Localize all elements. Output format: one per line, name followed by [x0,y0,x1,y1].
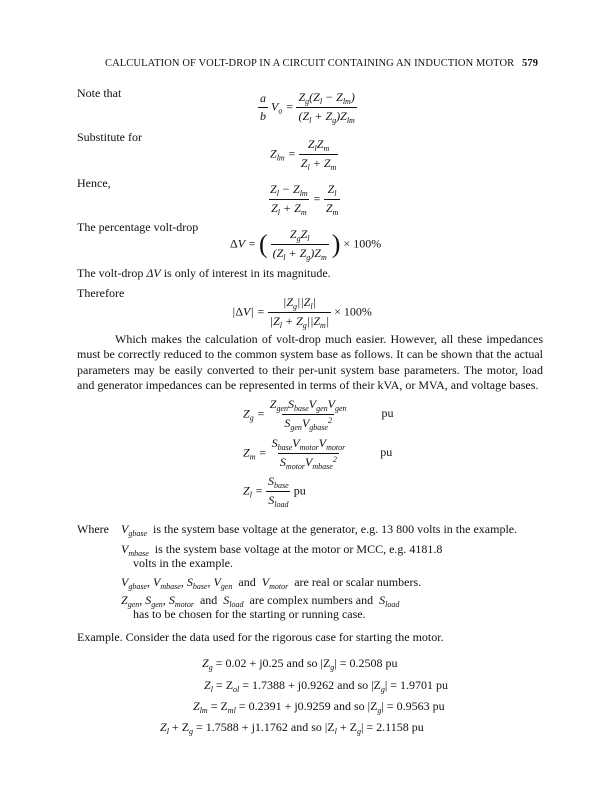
definition-complex: $Z_{gen}$, $S_{gen}$, $S_{motor}$ and $S_{load}$ are complex numbers and $S_{load}$ [121,593,400,609]
example-zl: $Z_l = Z_{ol} = 1.7388 + j0.9262$ and so $|Z_g| = 1.9701$ pu [204,678,449,694]
example-zg: $Z_g = 0.02 + j0.25$ and so $|Z_g| = 0.2508$ pu [202,656,398,672]
equation-zg: $Z_g$ = $\frac{Z_{gen}S_{base}V_{gen}V_{gen}}{S_{gen}V_{gbase}^2}$ pu [243,397,394,432]
equation-delta-v: ΔV = ( $\frac{Z_gZ_l}{(Z_l + Z_g)Z_m}$ ) × 100% [230,227,382,262]
definition-vgbase: $V_{gbase}$ is the system base voltage at the generator, e.g. 13 800 volts in the example. [121,522,518,538]
example-zlm: $Z_{lm} = Z_{ml} = 0.2391 + j0.9259$ and so $|Z_g| = 0.9563$ pu [193,699,445,715]
definition-vmbase-cont: volts in the example. [133,556,233,570]
equation-voltage-ratio: $\frac{a}{b}$ $V_o$ = $\frac{Z_g(Z_l - Z_{lm})}{(Z_l + Z_g)Z_{lm}}$ [260,90,355,125]
example-sum: $Z_l + Z_g = 1.7588 + j1.1762$ and so $|Z_l + Z_g| = 2.1158$ pu [160,720,424,736]
equation-zm: $Z_m$ = $\frac{S_{base}V_{motor}V_{motor}}{S_{motor}V_{mbase}^2}$ pu [243,436,393,471]
definition-vmbase: $V_{mbase}$ is the system base voltage at the motor or MCC, e.g. 4181.8 [121,542,443,558]
definition-complex-cont: has to be chosen for the starting or running case. [133,607,366,621]
text-volt-drop-magnitude: The volt-drop ΔV is only of interest in its magnitude. [77,266,331,280]
label-hence: Hence, [77,176,111,190]
running-header-title: CALCULATION OF VOLT-DROP IN A CIRCUIT CONTAINING AN INDUCTION MOTOR [105,58,515,69]
equation-abs-delta-v: |ΔV| = $\frac{|Z_g||Z_l|}{|Z_l + Z_g||Z_m|}$ × 100% [232,295,372,330]
example-intro: Example. Consider the data used for the rigorous case for starting the motor. [77,630,444,644]
equation-zl: $Z_l$ = $\frac{S_{base}}{S_{load}}$ pu [243,474,306,509]
definition-scalars: $V_{gbase}$, $V_{mbase}$, $S_{base}$, $V_{gen}$ and $V_{motor}$ are real or scalar numbers. [121,575,422,591]
body-paragraph: Which makes the calculation of volt-drop much easier. However, all these impedances must be correctly reduced to the common system base as follows. It can be shown that the actual parameters may be easily converted to their per-unit system base parameters. The motor, load and generator impedances can be represented in terms of their kVA, or MVA, and voltage bases. [77,332,543,392]
label-substitute-for: Substitute for [77,130,142,144]
label-therefore: Therefore [77,286,125,300]
label-percentage-volt-drop: The percentage volt-drop [77,220,199,234]
page-number: 579 [522,58,539,69]
label-note-that: Note that [77,86,122,100]
equation-hence: $\frac{Z_l - Z_{lm}}{Z_l + Z_m}$ = $\frac{Z_l}{Z_m}$ [270,182,339,217]
equation-zlm: $Z_{lm}$ = $\frac{Z_lZ_m}{Z_l + Z_m}$ [270,137,337,172]
label-where: Where [77,522,109,536]
